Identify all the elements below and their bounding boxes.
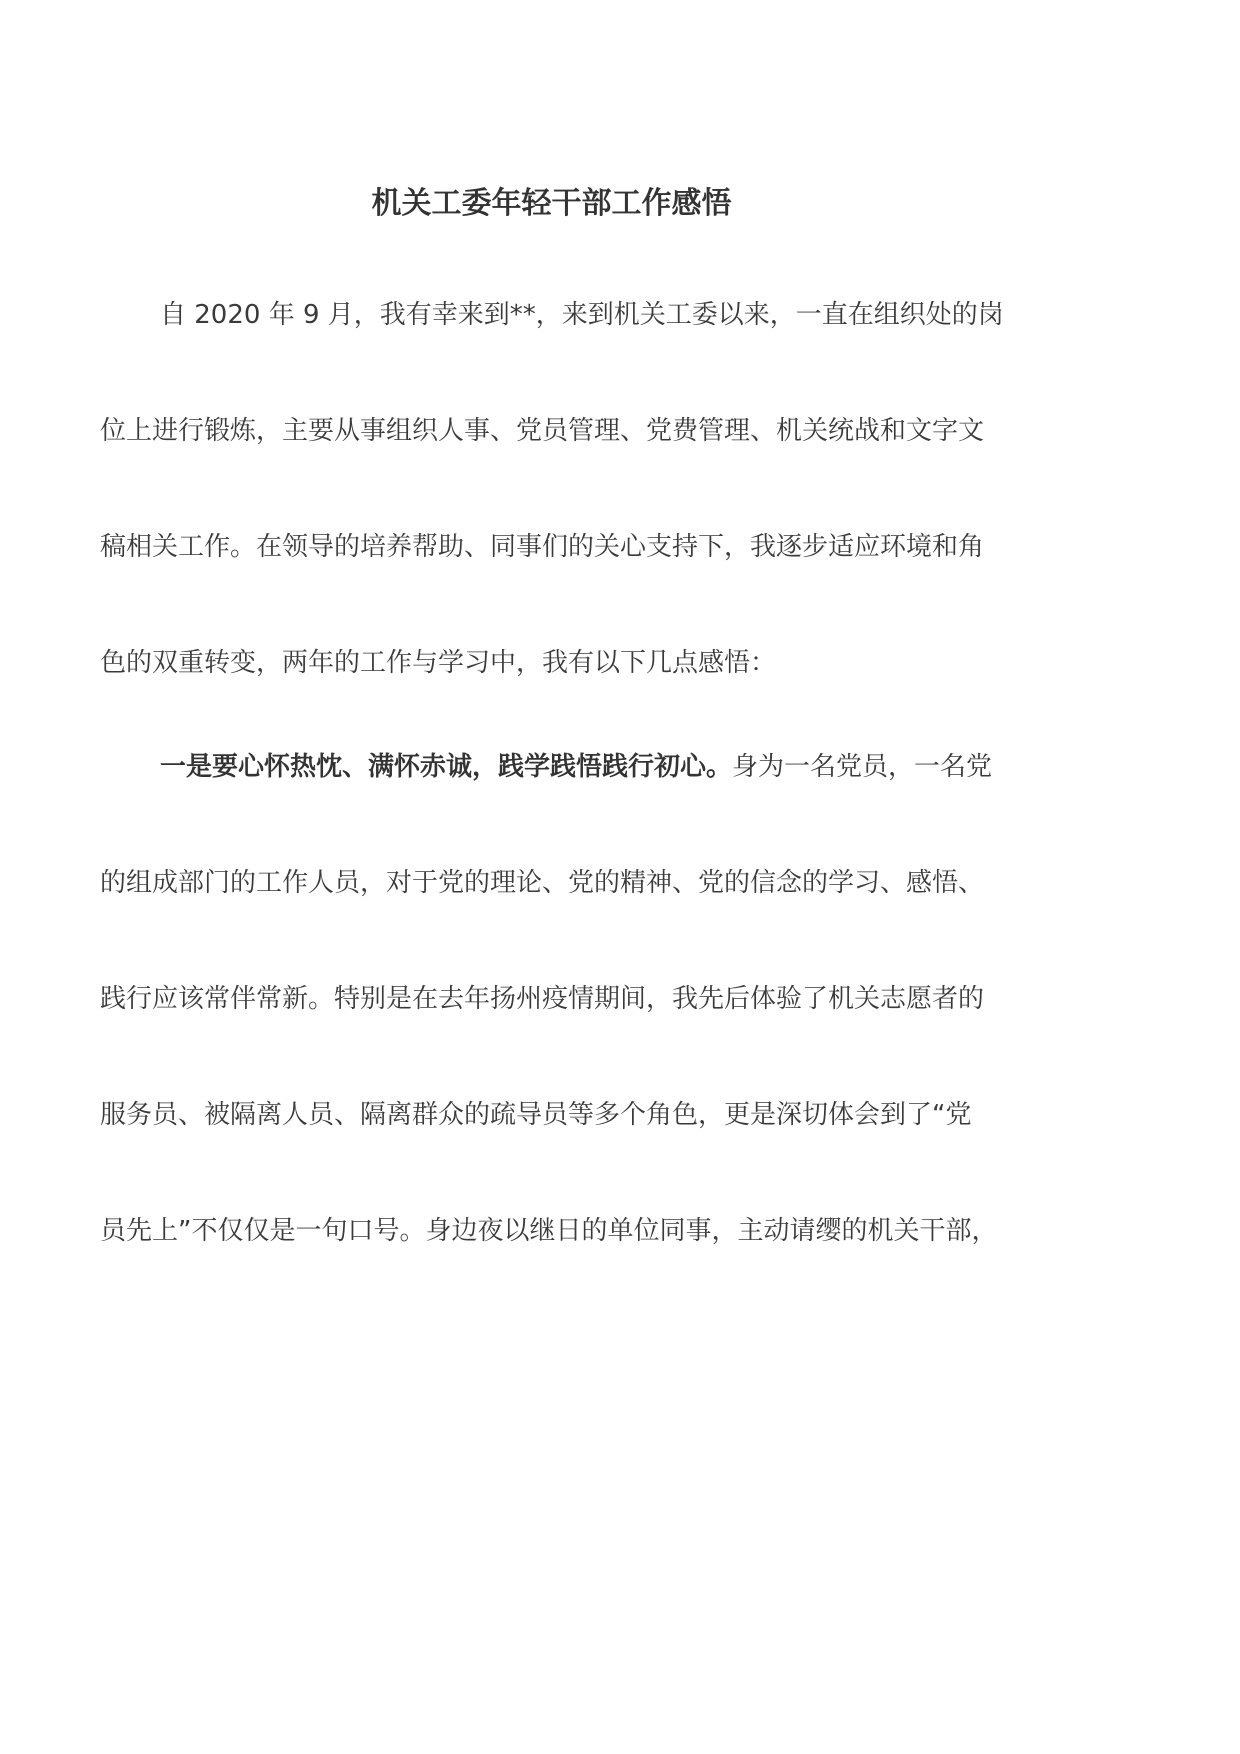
paragraph-heading: 一是要心怀热忱、满怀赤诚，践学践悟践行初心。 <box>160 752 733 782</box>
document-title: 机关工委年轻干部工作感悟 <box>371 186 732 221</box>
paragraph-line: 稿相关工作。在领导的培养帮助、同事们的关心支持下，我逐步适应环境和角 <box>100 532 985 562</box>
paragraph-line: 服务员、被隔离人员、隔离群众的疏导员等多个角色，更是深切体会到了“党 <box>100 1100 972 1130</box>
paragraph-line: 践行应该常伴常新。特别是在去年扬州疫情期间，我先后体验了机关志愿者的 <box>100 984 985 1014</box>
paragraph-line: 的组成部门的工作人员，对于党的理论、党的精神、党的信念的学习、感悟、 <box>100 868 985 898</box>
paragraph-line: 色的双重转变，两年的工作与学习中，我有以下几点感悟： <box>100 648 777 678</box>
paragraph-text: 身为一名党员，一名党 <box>732 752 993 782</box>
paragraph-line: 位上进行锻炼，主要从事组织人事、党员管理、党费管理、机关统战和文字文 <box>100 416 985 446</box>
paragraph-line <box>160 747 992 787</box>
paragraph-line: 自 2020 年 9 月，我有幸来到**，来到机关工委以来，一直在组织处的岗 <box>160 300 1004 330</box>
paragraph-line: 员先上”不仅仅是一句口号。身边夜以继日的单位同事，主动请缨的机关干部， <box>100 1216 998 1246</box>
